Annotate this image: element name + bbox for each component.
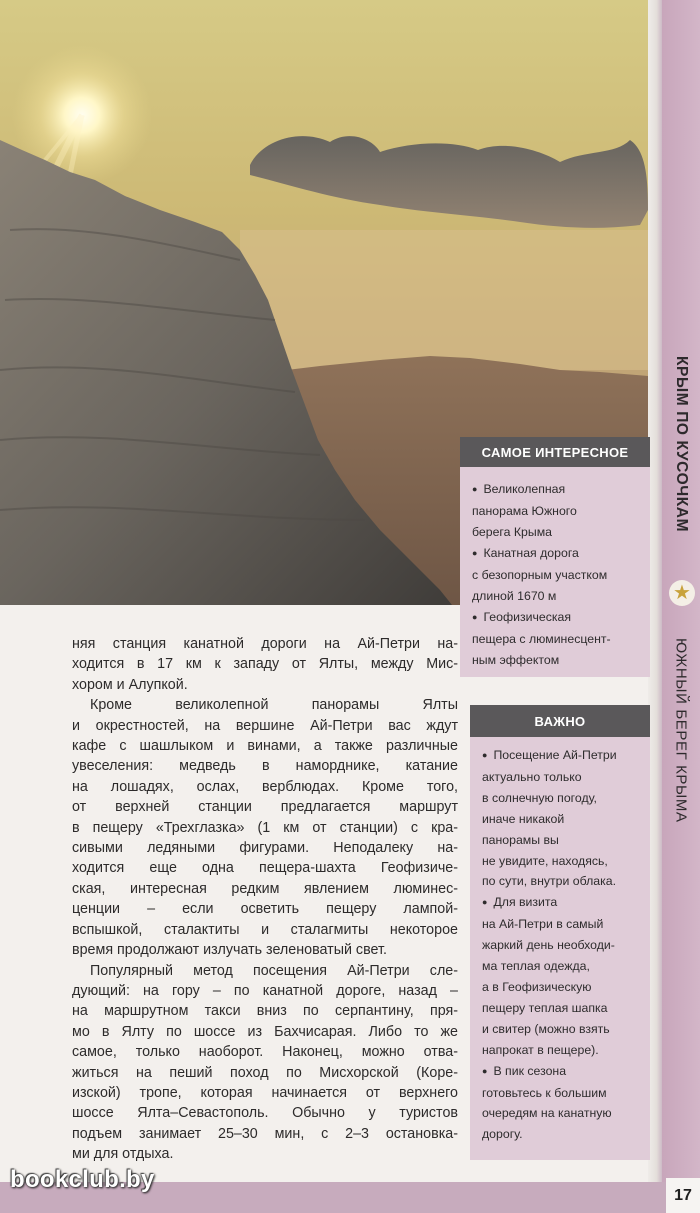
text-line: вспышкой, сталактиты и сталагмиты некоторое <box>72 921 458 938</box>
bullet-line: ● Великолепная <box>472 479 640 501</box>
paragraph <box>72 961 458 1165</box>
bullet-line: иначе никакой <box>482 811 565 826</box>
box-title: ВАЖНО <box>470 705 650 737</box>
haze <box>240 230 648 370</box>
bullet-line: жаркий день необходи- <box>482 938 615 953</box>
text-line: ценции – если осветить пещеру лампой- <box>72 901 458 918</box>
box-body <box>460 467 650 681</box>
bullet-line: не увидите, находясь, <box>482 853 608 868</box>
article-text <box>72 634 458 1165</box>
sidebar-box-interesting <box>460 437 650 677</box>
bullet-line: ● Посещение Ай-Петри <box>482 745 640 767</box>
bullet-line: с безопорным участком <box>472 568 608 582</box>
bullet-item <box>472 543 640 607</box>
text-line: хором и Алупкой. <box>72 676 188 693</box>
bullet-line: длиной 1670 м <box>472 589 557 603</box>
bullet-item <box>472 479 640 543</box>
paragraph <box>72 695 458 960</box>
text-line: на маршрутном такси вниз по серпантину, пря- <box>72 1003 458 1020</box>
bullet-line: ● Геофизическая <box>472 607 640 629</box>
paragraph <box>72 634 458 695</box>
text-line: от верхней станции предлагается маршрут <box>72 799 458 816</box>
bullet-line: ● Канатная дорога <box>472 543 640 565</box>
bullet-line: панорамы вы <box>482 832 559 847</box>
text-line: сивыми ледяными фигурами. Неподалеку на- <box>72 840 458 857</box>
chapter-tab <box>662 0 700 1182</box>
text-line: житься на пеший поход по Мисхорской (Коре- <box>72 1064 458 1081</box>
box-title: САМОЕ ИНТЕРЕСНОЕ <box>460 437 650 467</box>
text-line: Популярный метод посещения Ай-Петри сле- <box>90 962 458 979</box>
text-line: ходится еще одна пещера-шахта Геофизиче- <box>72 860 458 877</box>
text-line: на лошадях, ослах, верблюдах. Кроме того, <box>72 778 458 795</box>
bullet-line: в солнечную погоду, <box>482 790 597 805</box>
page-number: 17 <box>666 1178 700 1213</box>
box-body <box>470 737 650 1155</box>
page-gutter-shadow <box>648 0 662 1182</box>
subsection-label: ЮЖНЫЙ БЕРЕГ КРЫМА <box>672 638 690 823</box>
bullet-item <box>482 745 640 892</box>
bullet-line: берега Крыма <box>472 525 553 539</box>
bullet-line: очередям на канатную <box>482 1106 612 1121</box>
text-line: ходится в 17 км к западу от Ялты, между Мис- <box>72 656 458 673</box>
text-line: подъем занимает 25–30 мин, с 2–3 остановка- <box>72 1125 458 1142</box>
bullet-item <box>472 607 640 671</box>
bullet-line: по сути, внутри облака. <box>482 874 617 889</box>
text-line: в пещеру «Трехглазка» (1 км от станции) с кра- <box>72 819 458 836</box>
text-line: дующий: на гору – по канатной дороге, назад – <box>72 982 458 999</box>
star-icon: ★ <box>669 580 695 606</box>
watermark: bookclub.by <box>10 1166 155 1193</box>
text-line: мо в Ялту по шоссе из Бахчисарая. Либо то же <box>72 1023 458 1040</box>
text-line: и окрестностей, на вершине Ай-Петри вас ждут <box>72 717 458 734</box>
bullet-line: напрокат в пещере). <box>482 1042 599 1057</box>
bullet-line: пещеру теплая шапка <box>482 1000 608 1015</box>
bullet-line: ным эффектом <box>472 653 560 667</box>
text-line: Кроме великолепной панорамы Ялты <box>90 697 458 714</box>
text-line: время продолжают излучать зеленоватый свет. <box>72 942 387 959</box>
sidebar-box-important <box>470 705 650 1160</box>
bullet-item <box>482 892 640 1060</box>
bullet-line: готовьтесь к большим <box>482 1085 607 1100</box>
text-line: няя станция канатной дороги на Ай-Петри на- <box>72 636 458 652</box>
bullet-line: пещера с люминесцент- <box>472 632 611 646</box>
text-line: самое, только наоборот. Наконец, можно отва- <box>72 1044 458 1061</box>
bullet-line: ● В пик сезона <box>482 1061 640 1083</box>
text-line: ская, интересная редким явлением люминес- <box>72 880 458 897</box>
text-line: ми для отдыха. <box>72 1146 174 1163</box>
bullet-line: панорама Южного <box>472 504 577 518</box>
bullet-line: дорогу. <box>482 1127 523 1142</box>
bullet-line: на Ай-Петри в самый <box>482 917 604 932</box>
text-line: изской) тропе, которая начинается от верхнего <box>72 1084 458 1101</box>
bullet-item <box>482 1061 640 1146</box>
bullet-line: и свитер (можно взять <box>482 1021 610 1036</box>
bullet-line: а в Геофизическую <box>482 979 592 994</box>
section-label: КРЫМ ПО КУСОЧКАМ <box>673 356 690 533</box>
text-line: увеселения: медведь в наморднике, катание <box>72 758 458 775</box>
text-line: шоссе Ялта–Севастополь. Обычно у туристов <box>72 1105 458 1122</box>
bullet-line: ма теплая одежда, <box>482 959 590 974</box>
bullet-line: ● Для визита <box>482 892 640 914</box>
text-line: кафе с шашлыком и винами, а также различные <box>72 738 458 755</box>
bullet-line: актуально только <box>482 769 582 784</box>
